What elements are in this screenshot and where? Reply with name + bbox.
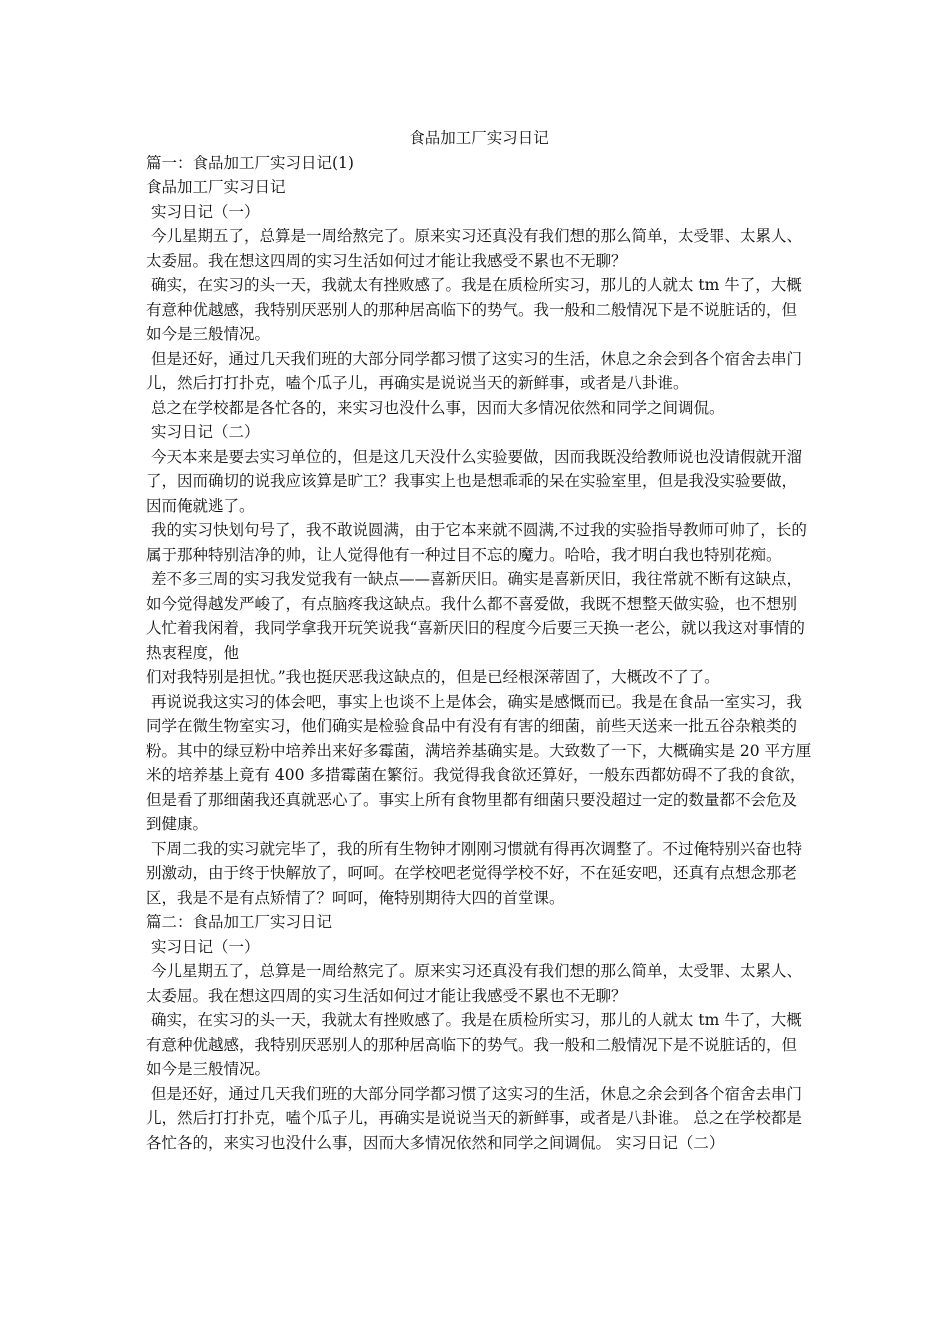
paragraph: 实习日记（一） bbox=[146, 202, 260, 221]
paragraph: 确实，在实习的头一天，我就太有挫败感了。我是在质检所实习，那儿的人就太 tm 牛了，大概有意种优越感，我特别厌恶别人的那种居高临下的势气。我一般和二般情况下是不说脏话的，但如今是三般情况。 bbox=[146, 276, 802, 343]
paragraph: 但是还好，通过几天我们班的大部分同学都习惯了这实习的生活，休息之余会到各个宿舍去串门儿，然后打打扑克，嗑个瓜子儿，再确实是说说当天的新鲜事，或者是八卦谁。 bbox=[146, 349, 802, 392]
paragraph: 差不多三周的实习我发觉我有一缺点——喜新厌旧。确实是喜新厌旧，我往常就不断有这缺点，如今觉得越发严峻了，有点脑疼我这缺点。我什么都不喜爱做，我既不想整天做实验，也不想别人忙着我闲着，我同学拿我开玩笑说我“喜新厌旧的程度今后要三天换一老公，就以我这对事情的热衷程度，他 bbox=[146, 570, 805, 662]
paragraph: 下周二我的实习就完毕了，我的所有生物钟才刚刚习惯就有得再次调整了。不过俺特别兴奋也特别激动，由于终于快解放了，呵呵。在学校吧老觉得学校不好，不在延安吧，还真有点想念那老区，我是不是有点矫情了？呵呵，俺特别期待大四的首堂课。 bbox=[146, 839, 802, 907]
paragraph: 食品加工厂实习日记 bbox=[146, 178, 286, 196]
paragraph: 实习日记（一） bbox=[146, 937, 260, 956]
document-page bbox=[146, 126, 812, 1155]
paragraph: 篇一：食品加工厂实习日记(1) bbox=[146, 153, 354, 172]
paragraph: 实习日记（二） bbox=[146, 423, 260, 441]
document-body bbox=[146, 151, 812, 1156]
paragraph: 今儿星期五了，总算是一周给熬完了。原来实习还真没有我们想的那么简单，太受罪、太累人、太委屈。我在想这四周的实习生活如何过才能让我感受不累也不无聊？ bbox=[146, 227, 802, 270]
paragraph: 今天本来是要去实习单位的，但是这几天没什么实验要做，因而我既没给教师说也没请假就开溜了，因而确切的说我应该算是旷工？我事实上也是想乖乖的呆在实验室里，但是我没实验要做，因而俺就逃了。 bbox=[146, 447, 802, 515]
paragraph: 确实，在实习的头一天，我就太有挫败感了。我是在质检所实习，那儿的人就太 tm 牛了，大概有意种优越感，我特别厌恶别人的那种居高临下的势气。我一般和二般情况下是不说脏话的，但如今是三般情况。 bbox=[146, 1011, 802, 1078]
paragraph: 们对我特别是担忧。”我也挺厌恶我这缺点的，但是已经根深蒂固了，大概改不了了。 bbox=[146, 668, 720, 686]
document-title: 食品加工厂实习日记 bbox=[409, 129, 549, 147]
paragraph: 今儿星期五了，总算是一周给熬完了。原来实习还真没有我们想的那么简单，太受罪、太累人、太委屈。我在想这四周的实习生活如何过才能让我感受不累也不无聊？ bbox=[146, 962, 802, 1005]
paragraph: 总之在学校都是各忙各的，来实习也没什么事，因而大多情况依然和同学之间调侃。 bbox=[146, 398, 725, 417]
paragraph: 篇二：食品加工厂实习日记 bbox=[146, 913, 333, 931]
paragraph: 再说说我这实习的体会吧，事实上也谈不上是体会，确实是感慨而已。我是在食品一室实习，我同学在微生物室实习，他们确实是检验食品中有没有有害的细菌，前些天送来一批五谷杂粮类的粉。其中的绿豆粉中培养出来好多霉菌，满培养基确实是。大致数了一下，大概确实是 20 平方厘米的培养基上竟有 400 多措霉菌在繁衍。我觉得我食欲还算好，一般东西都妨碍不了我的食欲，但是看了那细菌我还真就恶心了。事实上所有食物里都有细菌只要没超过一定的数量都不会危及到健康。 bbox=[146, 692, 812, 833]
paragraph: 我的实习快划句号了，我不敢说圆满，由于它本来就不圆满,不过我的实验指导教师可帅了，长的属于那种特别洁净的帅，让人觉得他有一种过目不忘的魔力。哈哈，我才明白我也特别花痴。 bbox=[146, 521, 807, 564]
paragraph: 但是还好，通过几天我们班的大部分同学都习惯了这实习的生活，休息之余会到各个宿舍去串门儿，然后打打扑克，嗑个瓜子儿，再确实是说说当天的新鲜事，或者是八卦谁。 总之在学校都是各忙各的，来实习也没什么事，因而大多情况依然和同学之间调侃。 实习日记（二） bbox=[146, 1084, 802, 1152]
